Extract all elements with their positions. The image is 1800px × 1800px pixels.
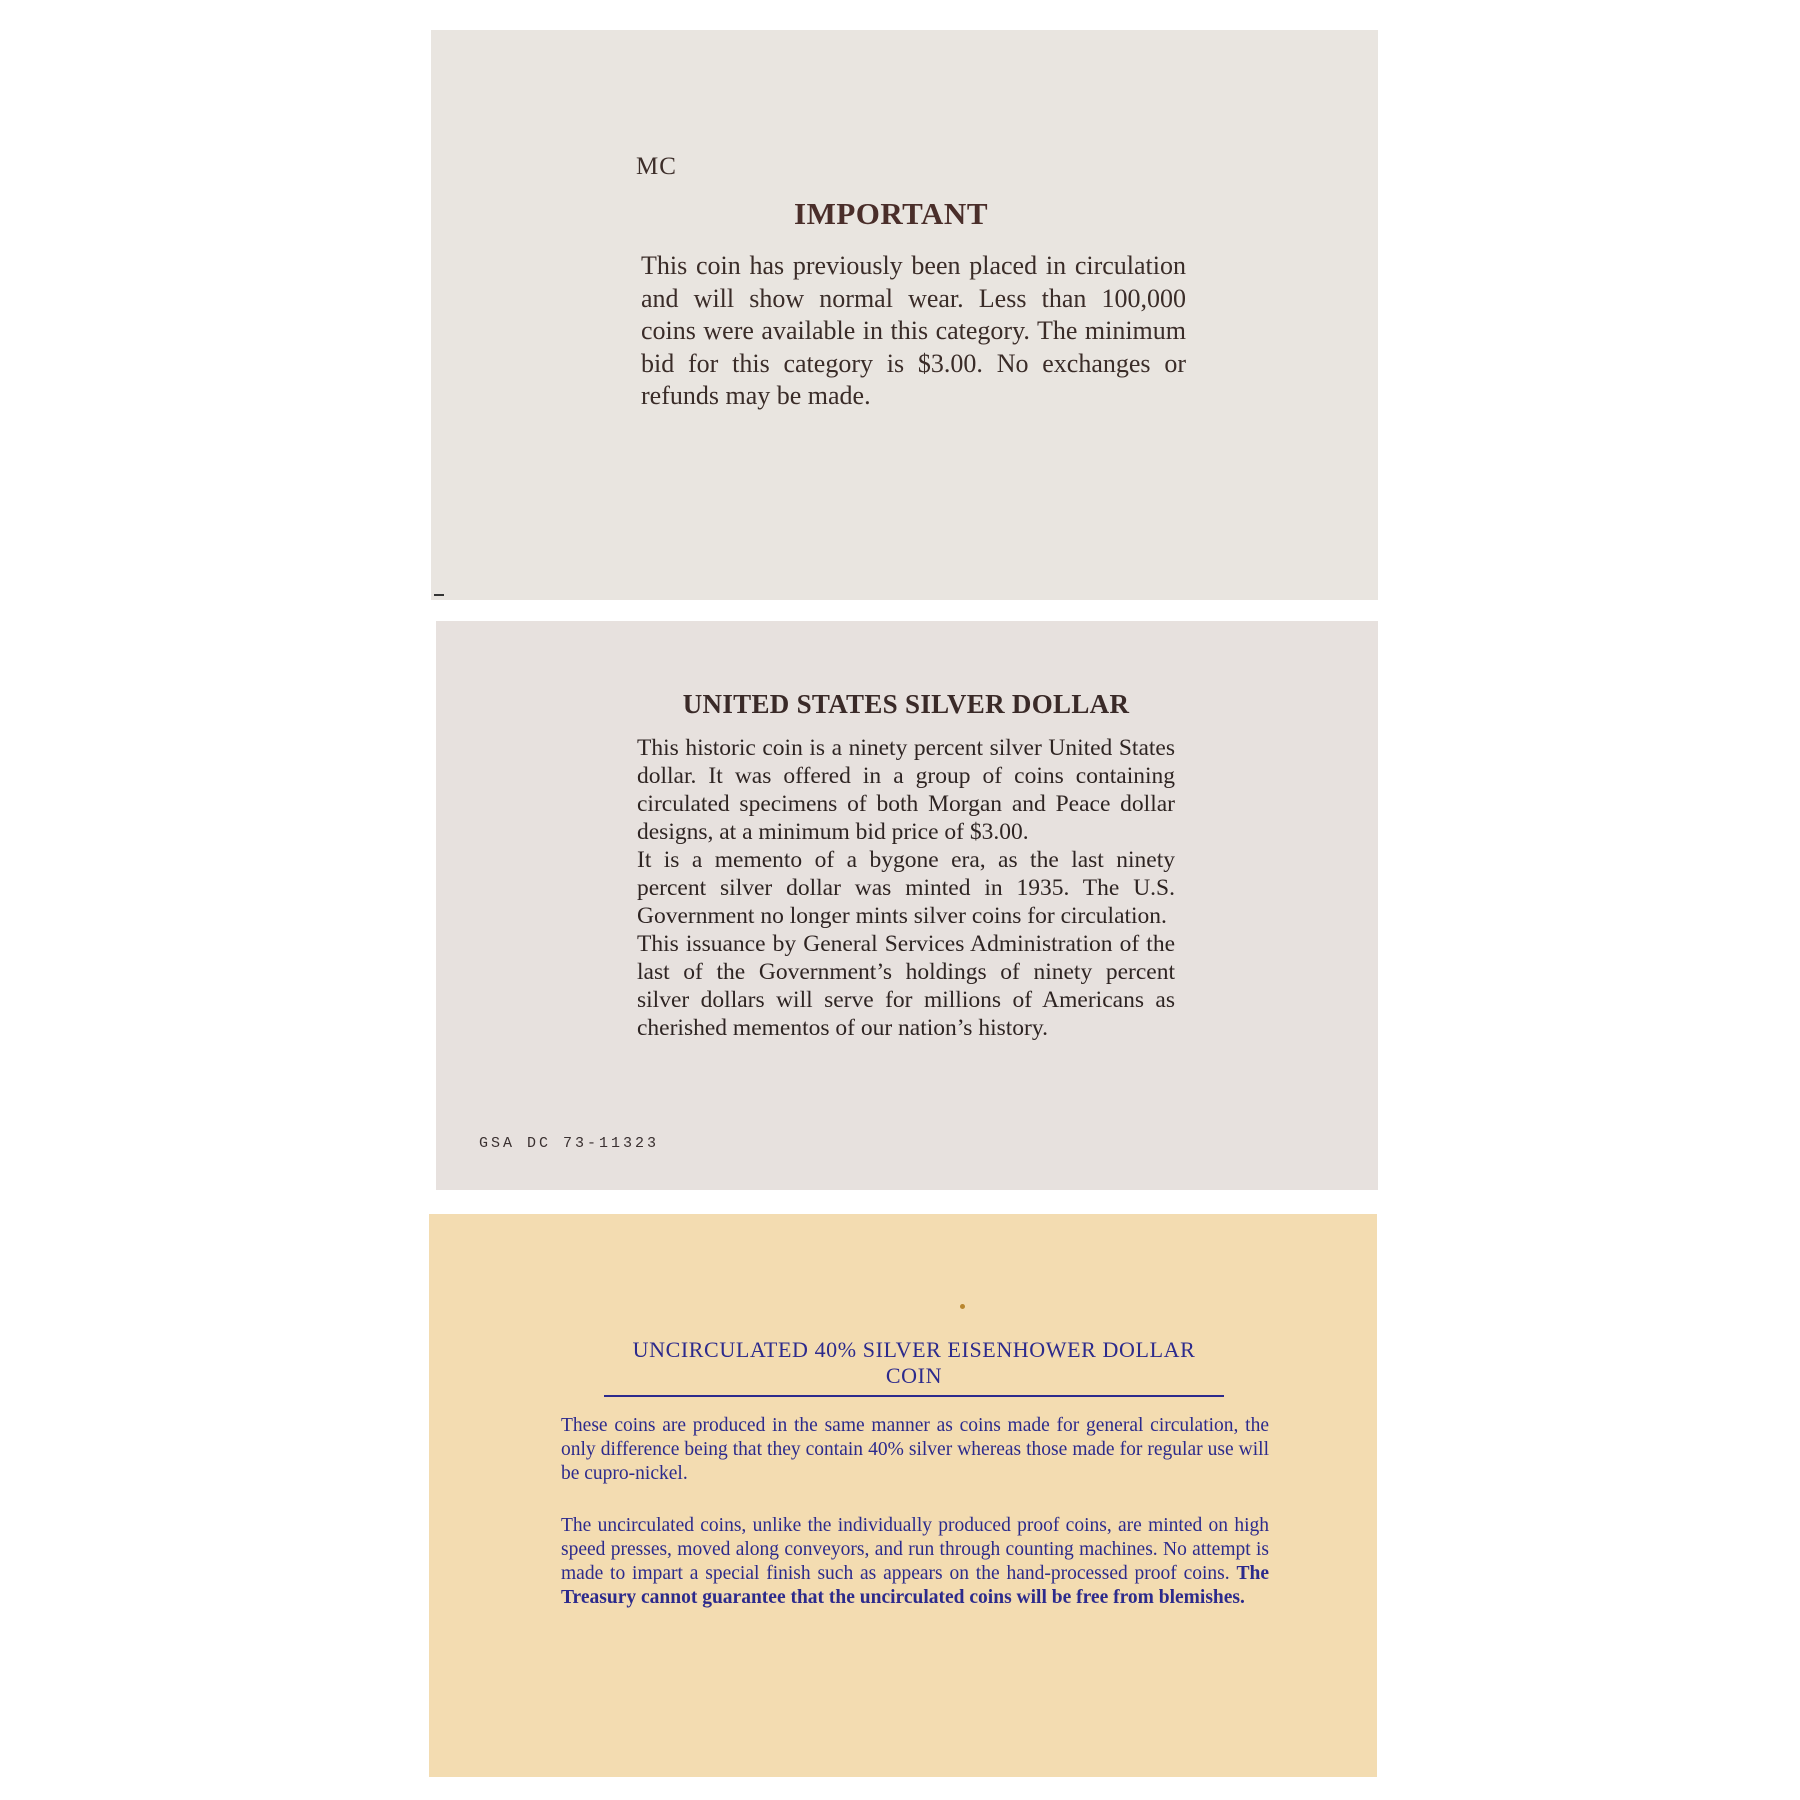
body-paragraph-bold: The Treasury cannot guarantee that the uncirculated coins will be free from blemishes.	[561, 1563, 1269, 1608]
category-code: MC	[636, 153, 677, 180]
card-title: IMPORTANT	[794, 196, 988, 231]
body-paragraph-regular: The uncirculated coins, unlike the individually produced proof coins, are minted on high speed presses, moved along conveyors, and run through counting machines. No attempt is made to impart a special finish such as appears on the hand-processed proof coins.	[561, 1515, 1269, 1584]
card-body-text: This coin has previously been placed in circulation and will show normal wear. Less than 100,000 coins were available in this category. The minimum bid for this category is $3.00. No exchanges or refunds may be made.	[641, 251, 1186, 410]
body-paragraph: This issuance by General Services Administration of the last of the Government’s holdings of ninety percent silver dollars will serve for millions of Americans as cherished mementos of our nation’s history.	[637, 931, 1175, 1041]
card-body-text	[561, 1414, 1269, 1638]
card-edge-mark	[434, 594, 444, 596]
card-title: UNCIRCULATED 40% SILVER EISENHOWER DOLLAR COIN	[604, 1337, 1224, 1397]
eisenhower-dollar-card	[429, 1214, 1377, 1777]
body-paragraph: These coins are produced in the same manner as coins made for general circulation, the only difference being that they contain 40% silver whereas those made for regular use will be cupro-nickel.	[561, 1415, 1269, 1484]
silver-dollar-card	[436, 621, 1378, 1190]
body-paragraph: It is a memento of a bygone era, as the last ninety percent silver dollar was minted in 1935. The U.S. Government no longer mints silver coins for circulation.	[637, 847, 1175, 929]
paper-speck	[960, 1304, 965, 1309]
body-paragraph: This historic coin is a ninety percent silver United States dollar. It was offered in a group of coins containing circulated specimens of both Morgan and Peace dollar designs, at a minimum bid price of $3.00.	[637, 735, 1175, 845]
card-title: UNITED STATES SILVER DOLLAR	[682, 689, 1130, 719]
important-notice-card	[431, 30, 1378, 600]
document-code: GSA DC 73-11323	[479, 1135, 660, 1152]
card-body-text	[637, 734, 1175, 1042]
body-paragraph	[561, 1514, 1269, 1610]
